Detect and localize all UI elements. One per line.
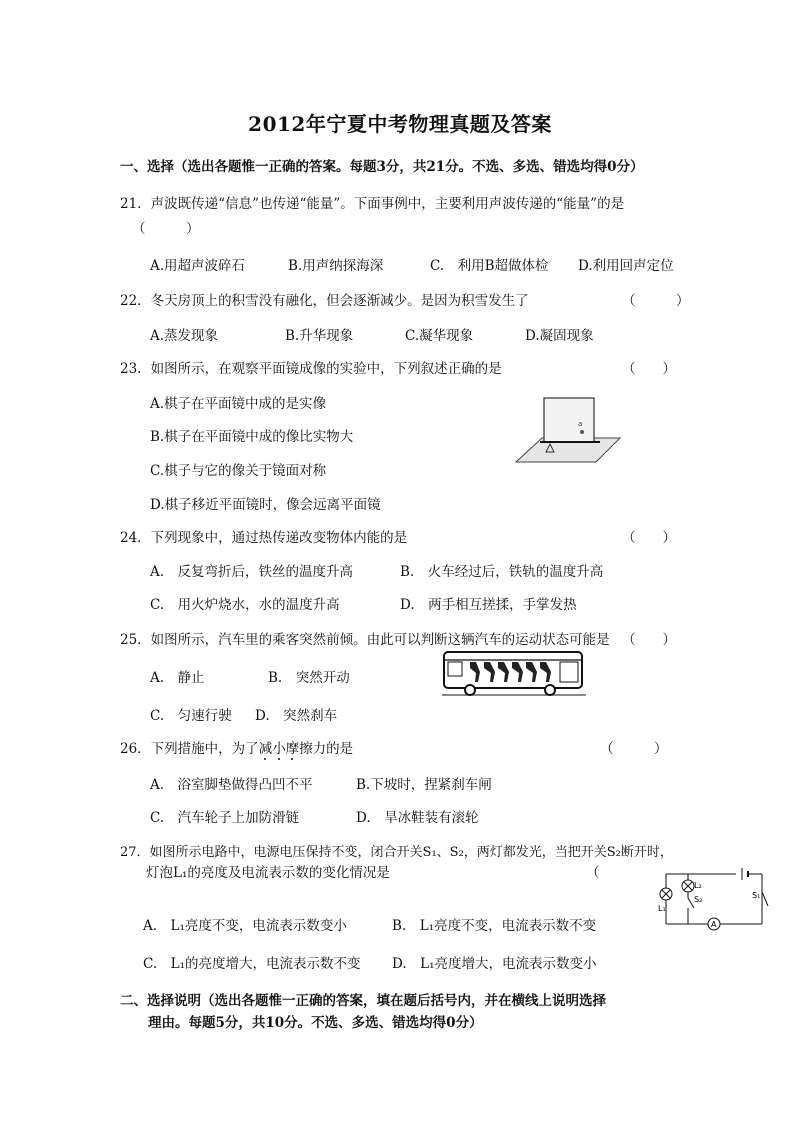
q27-option-a: A. L₁亮度不变，电流表示数变小 (143, 918, 347, 934)
q27-stem-line2: 灯泡L₁的亮度及电流表示数的变化情况是 (146, 865, 390, 881)
q27-option-d: D. L₁亮度增大，电流表示数变小 (392, 956, 597, 972)
q21-option-a: A.用超声波碎石 (150, 258, 246, 274)
q26-option-a: A. 浴室脚垫做得凸凹不平 (150, 777, 313, 793)
q27-option-b: B. L₁亮度不变，电流表示数不变 (392, 918, 597, 934)
page-title: 2012年宁夏中考物理真题及答案 (248, 112, 552, 136)
bus-passengers-figure (440, 648, 588, 698)
q26-emph-3: 摩 (286, 741, 300, 757)
q25-stem: 25．如图所示，汽车里的乘客突然前倾。由此可以判断这辆汽车的运动状态可能是 (120, 632, 610, 648)
q22-option-b: B.升华现象 (285, 328, 354, 344)
bus-wheel-rear (465, 685, 475, 695)
glass-plate (544, 398, 594, 442)
q27-stem-line1: 27．如图所示电路中，电源电压保持不变，闭合开关S₁、S₂，两灯都发光，当把开关S₂断开时， (120, 845, 673, 860)
l2-label: L₂ (694, 881, 702, 890)
bus-wheel-front (545, 685, 555, 695)
q24-option-d: D. 两手相互搓揉，手掌发热 (400, 597, 577, 613)
q24-paren: （ ） (622, 530, 676, 546)
q21-stem: 21．声波既传递“信息”也传递“能量”。下面事例中，主要利用声波传递的“能量”的是 (120, 196, 625, 212)
section2-heading-line2: 理由。每题5分，共10分。不选、多选、错选均得0分） (148, 1015, 483, 1031)
q24-option-b: B. 火车经过后，铁轨的温度升高 (400, 564, 604, 580)
q23-option-d: D.棋子移近平面镜时，像会远离平面镜 (150, 497, 381, 513)
bus-door (560, 662, 578, 682)
q21-paren: （ ） (132, 221, 200, 237)
q24-option-c: C. 用火炉烧水，水的温度升高 (150, 597, 340, 613)
q27-paren: （ (586, 865, 600, 881)
q27-option-c: C. L₁的亮度增大，电流表示数不变 (143, 956, 361, 972)
l1-label: L₁ (658, 904, 666, 913)
q25-option-b: B. 突然开动 (268, 670, 350, 686)
q25-option-d: D. 突然刹车 (255, 708, 338, 724)
q24-option-a: A. 反复弯折后，铁丝的温度升高 (150, 564, 354, 580)
q26-stem-post: 擦力的是 (299, 741, 354, 757)
s1-label: S₁ (752, 891, 761, 900)
chess-piece-image (580, 430, 584, 434)
q23-stem: 23．如图所示，在观察平面镜成像的实验中，下列叙述正确的是 (120, 361, 502, 377)
image-label: a (578, 420, 583, 428)
q22-option-c: C.凝华现象 (405, 328, 474, 344)
q21-option-c: C. 利用B超做体检 (430, 258, 549, 274)
q22-option-d: D.凝固现象 (525, 328, 594, 344)
mirror-experiment-figure (512, 390, 624, 468)
q26-emph-2: 小 (272, 741, 286, 757)
q25-option-c: C. 匀速行驶 (150, 708, 232, 724)
q26-paren: （ ） (600, 741, 668, 757)
s2-label: S₂ (694, 895, 703, 904)
section2-heading-line1: 二、选择说明（选出各题惟一正确的答案，填在题后括号内，并在横线上说明选择 (120, 993, 606, 1009)
q25-paren: （ ） (622, 632, 676, 648)
circuit-figure (654, 864, 774, 936)
q26-option-b: B.下坡时，捏紧刹车闸 (356, 777, 492, 793)
bus-window (448, 662, 462, 676)
q21-option-b: B.用声纳探海深 (288, 258, 384, 274)
q25-option-a: A. 静止 (150, 670, 205, 686)
q23-paren: （ ） (622, 361, 676, 377)
switch-s1 (762, 892, 768, 906)
q26-stem-pre: 26．下列措施中，为了 (120, 741, 259, 757)
q22-paren: （ ） (622, 293, 690, 309)
q26-emph-1: 减 (259, 741, 273, 757)
q23-option-c: C.棋子与它的像关于镜面对称 (150, 463, 327, 479)
q26-stem (120, 740, 353, 758)
ammeter-label: A (711, 920, 717, 929)
q24-stem: 24．下列现象中，通过热传递改变物体内能的是 (120, 530, 408, 546)
q23-option-b: B.棋子在平面镜中成的像比实物大 (150, 429, 354, 445)
q22-stem: 22．冬天房顶上的积雪没有融化，但会逐渐减少。是因为积雪发生了 (120, 293, 529, 309)
q21-option-d: D.利用回声定位 (578, 258, 674, 274)
q26-option-d: D. 旱冰鞋装有滚轮 (356, 810, 479, 826)
q22-option-a: A.蒸发现象 (150, 328, 219, 344)
q26-option-c: C. 汽车轮子上加防滑链 (150, 810, 300, 826)
section1-heading: 一、选择（选出各题惟一正确的答案。每题3分，共21分。不选、多选、错选均得0分） (120, 159, 644, 175)
q23-option-a: A.棋子在平面镜中成的是实像 (150, 396, 327, 412)
